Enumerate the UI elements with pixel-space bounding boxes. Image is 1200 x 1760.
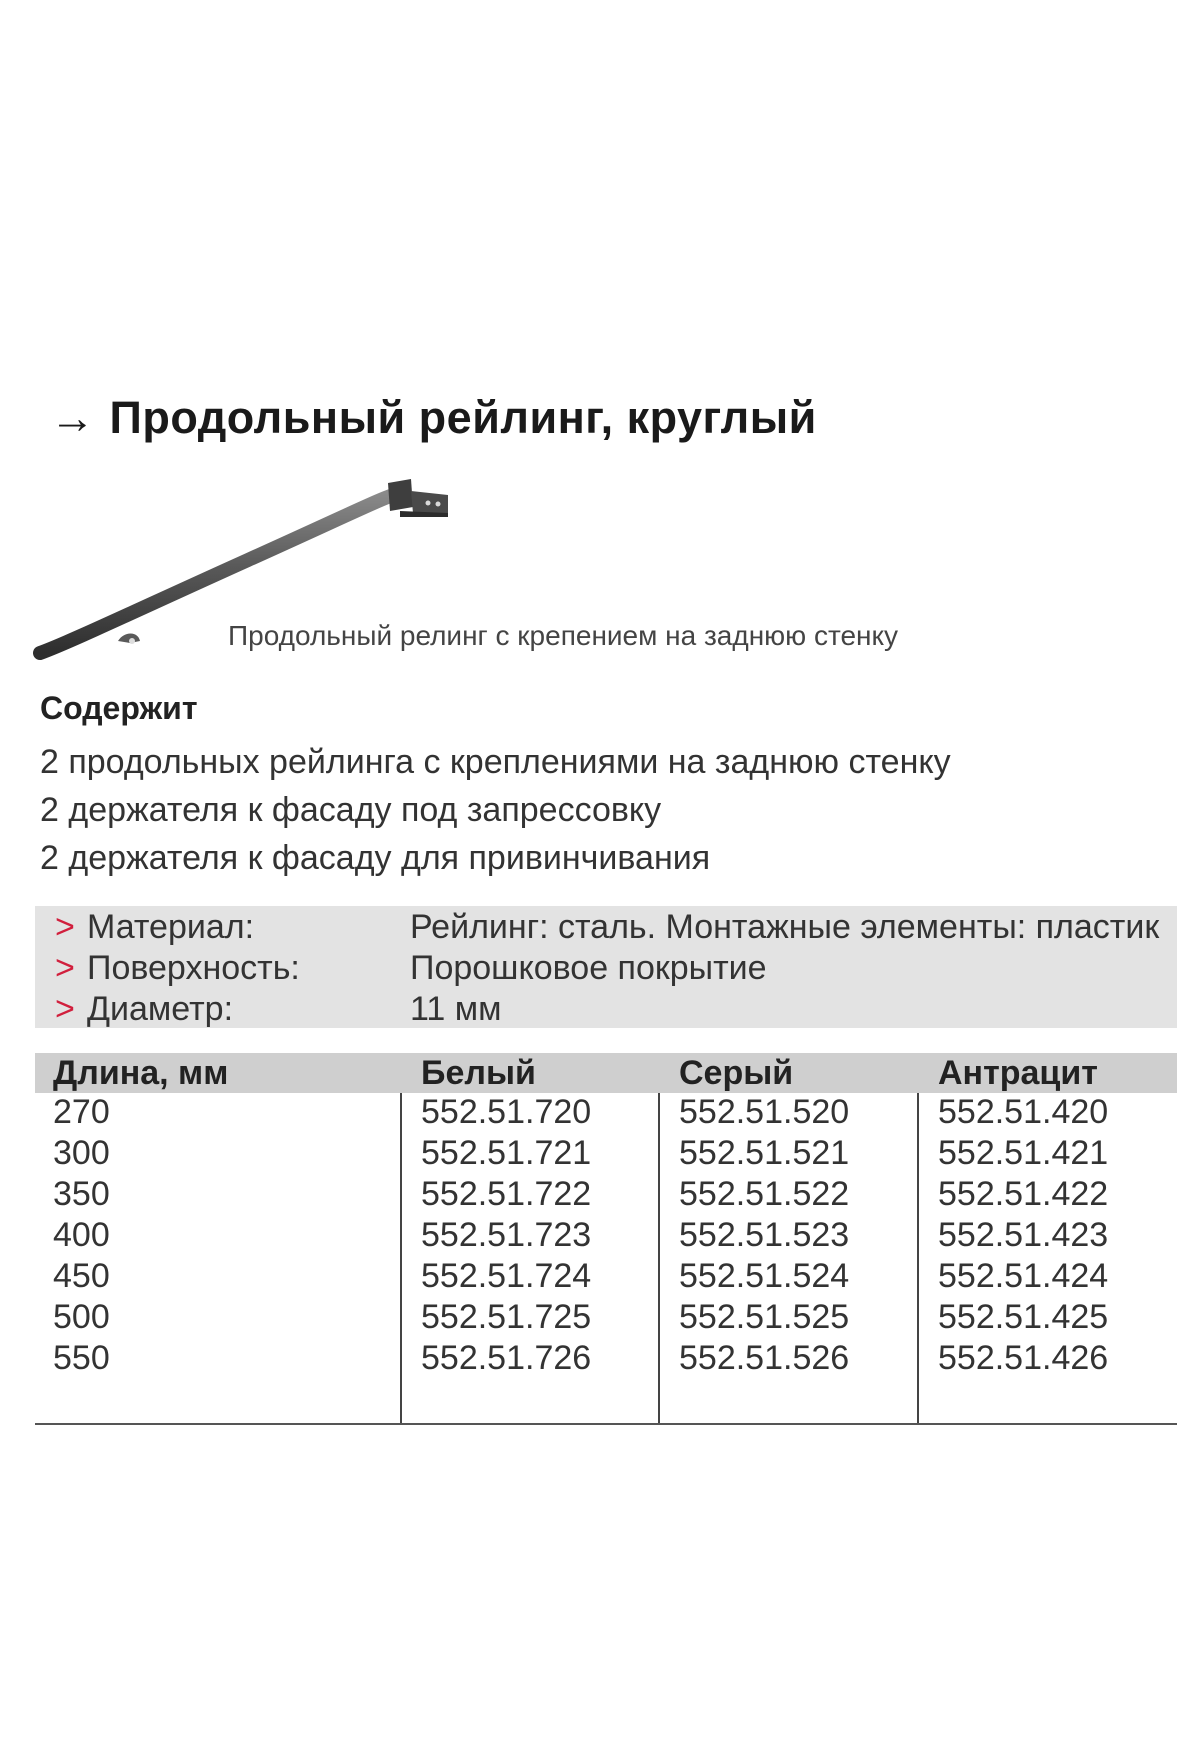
specifications-box — [35, 906, 1177, 1028]
cell-anthracite: 552.51.421 — [938, 1134, 1109, 1172]
chevron-right-icon: > — [55, 949, 75, 987]
chevron-right-icon: > — [55, 908, 75, 946]
cell-white: 552.51.725 — [421, 1298, 592, 1336]
spec-label: Диаметр: — [87, 990, 234, 1028]
table-row — [35, 1216, 1177, 1257]
spec-value: 11 мм — [410, 990, 502, 1028]
cell-white: 552.51.726 — [421, 1339, 592, 1377]
cell-anthracite: 552.51.424 — [938, 1257, 1109, 1295]
spec-label: Материал: — [87, 908, 255, 946]
column-header-length: Длина, мм — [53, 1054, 229, 1092]
contents-item: 2 держателя к фасаду для привинчивания — [40, 839, 711, 877]
cell-anthracite: 552.51.420 — [938, 1093, 1109, 1131]
cell-anthracite: 552.51.422 — [938, 1175, 1109, 1213]
cell-length: 550 — [53, 1339, 110, 1377]
cell-length: 500 — [53, 1298, 110, 1336]
cell-white: 552.51.722 — [421, 1175, 592, 1213]
column-header-white: Белый — [421, 1054, 536, 1092]
image-caption: Продольный релинг с крепением на заднюю стенку — [228, 620, 899, 651]
column-header-anthracite: Антрацит — [938, 1054, 1098, 1092]
cell-grey: 552.51.521 — [679, 1134, 850, 1172]
table-row — [35, 1257, 1177, 1298]
table-row — [35, 1093, 1177, 1134]
cell-anthracite: 552.51.425 — [938, 1298, 1109, 1336]
cell-length: 350 — [53, 1175, 110, 1213]
cell-white: 552.51.724 — [421, 1257, 592, 1295]
cell-grey: 552.51.522 — [679, 1175, 850, 1213]
table-row — [35, 1339, 1177, 1380]
cell-grey: 552.51.520 — [679, 1093, 850, 1131]
cell-length: 400 — [53, 1216, 110, 1254]
cell-grey: 552.51.523 — [679, 1216, 850, 1254]
cell-grey: 552.51.526 — [679, 1339, 850, 1377]
contents-list — [40, 738, 951, 882]
cell-grey: 552.51.524 — [679, 1257, 850, 1295]
table-row — [35, 1175, 1177, 1216]
cell-length: 300 — [53, 1134, 110, 1172]
page-title — [50, 392, 817, 444]
arrow-right-icon: → — [50, 392, 96, 443]
table-header — [35, 1053, 1177, 1093]
cell-length: 270 — [53, 1093, 110, 1131]
article-number-table — [35, 1053, 1177, 1425]
table-body — [35, 1093, 1177, 1425]
table-row — [35, 1298, 1177, 1339]
contents-item: 2 продольных рейлинга с креплениями на заднюю стенку — [40, 743, 951, 781]
cell-white: 552.51.721 — [421, 1134, 592, 1172]
cell-grey: 552.51.525 — [679, 1298, 850, 1336]
spec-label: Поверхность: — [87, 949, 300, 987]
title-text: Продольный рейлинг, круглый — [109, 392, 817, 443]
spec-value: Порошковое покрытие — [410, 949, 767, 987]
cell-anthracite: 552.51.426 — [938, 1339, 1109, 1377]
cell-white: 552.51.720 — [421, 1093, 592, 1131]
cell-white: 552.51.723 — [421, 1216, 592, 1254]
chevron-right-icon: > — [55, 990, 75, 1028]
contents-heading: Содержит — [40, 690, 198, 726]
cell-length: 450 — [53, 1257, 110, 1295]
contents-item: 2 держателя к фасаду под запрессовку — [40, 791, 662, 829]
spec-value: Рейлинг: сталь. Монтажные элементы: пластик — [410, 908, 1160, 946]
column-header-grey: Серый — [679, 1054, 794, 1092]
cell-anthracite: 552.51.423 — [938, 1216, 1109, 1254]
table-row — [35, 1134, 1177, 1175]
